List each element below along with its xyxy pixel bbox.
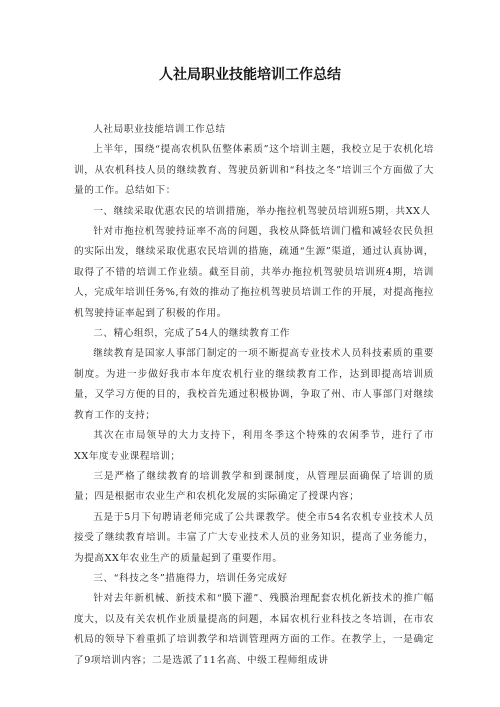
section-heading: 一、继续采取优惠农民的培训措施，举办拖拉机驾驶员培训班5期，共XX人: [93, 205, 431, 217]
paragraph: 针对去年新机械、新技术和“膜下灌”、残膜治理配套农机化新技术的推广幅度大，以及有关农机作业质量提高的问题，本届农机行业科技之冬培训，在市农机局的领导下着重抓了培训教学和培训管理两方面的工作。在教学上，一是确定了9项培训内容；二是选派了11名高、中级工程师组成讲: [74, 593, 434, 666]
paragraph: 三是严格了继续教育的培训教学和到课制度，从管理层面确保了培训的质量；四是根据市农业生产和农机化发展的实际确定了授课内容；: [74, 470, 434, 503]
paragraph: 上半年，围绕“提高农机队伍整体素质”这个培训主题，我校立足于农机化培训，从农机科技人员的继续教育、驾驶员新训和“科技之冬”培训三个方面做了大量的工作。总结如下：: [74, 144, 434, 197]
paragraph: 其次在市局领导的大力支持下，利用冬季这个特殊的农闲季节，进行了市XX年度专业课程培训；: [74, 430, 434, 462]
section-heading: 二、精心组织，完成了54人的继续教育工作: [93, 328, 291, 340]
section-heading: 三、“科技之冬”措施得力，培训任务完成好: [93, 572, 288, 584]
document-body: [74, 120, 434, 671]
paragraph: 五是于5月下旬聘请老师完成了公共课教学。使全市54名农机专业技术人员接受了继续教育培训。丰富了广大专业技术人员的业务知识，提高了业务能力，为提高XX年农业生产的质量起到了重要作用。: [74, 511, 434, 564]
paragraph: 针对市拖拉机驾驶持证率不高的问题，我校从降低培训门槛和减轻农民负担的实际出发，继续采取优惠农民培训的措施，疏通“生源”渠道，通过认真协调，取得了不错的培训工作业绩。截至目前，共举办拖拉机驾驶员培训班4期，培训人，完成年培训任务%,有效的推动了拖拉机驾驶员培训工作的开展，对提高拖拉机驾驶持证率起到了积极的作用。: [74, 226, 434, 319]
paragraph: 人社局职业技能培训工作总结: [93, 124, 226, 135]
paragraph: 继续教育是国家人事部门制定的一项不断提高专业技术人员科技素质的重要制度。为进一步做好我市本年度农机行业的继续教育工作，达到即提高培训质量，又学习方便的目的，我校首先通过积极协调，争取了州、市人事部门对继续教育工作的支持；: [74, 348, 434, 421]
document-title: 人社局职业技能培训工作总结: [159, 67, 341, 83]
